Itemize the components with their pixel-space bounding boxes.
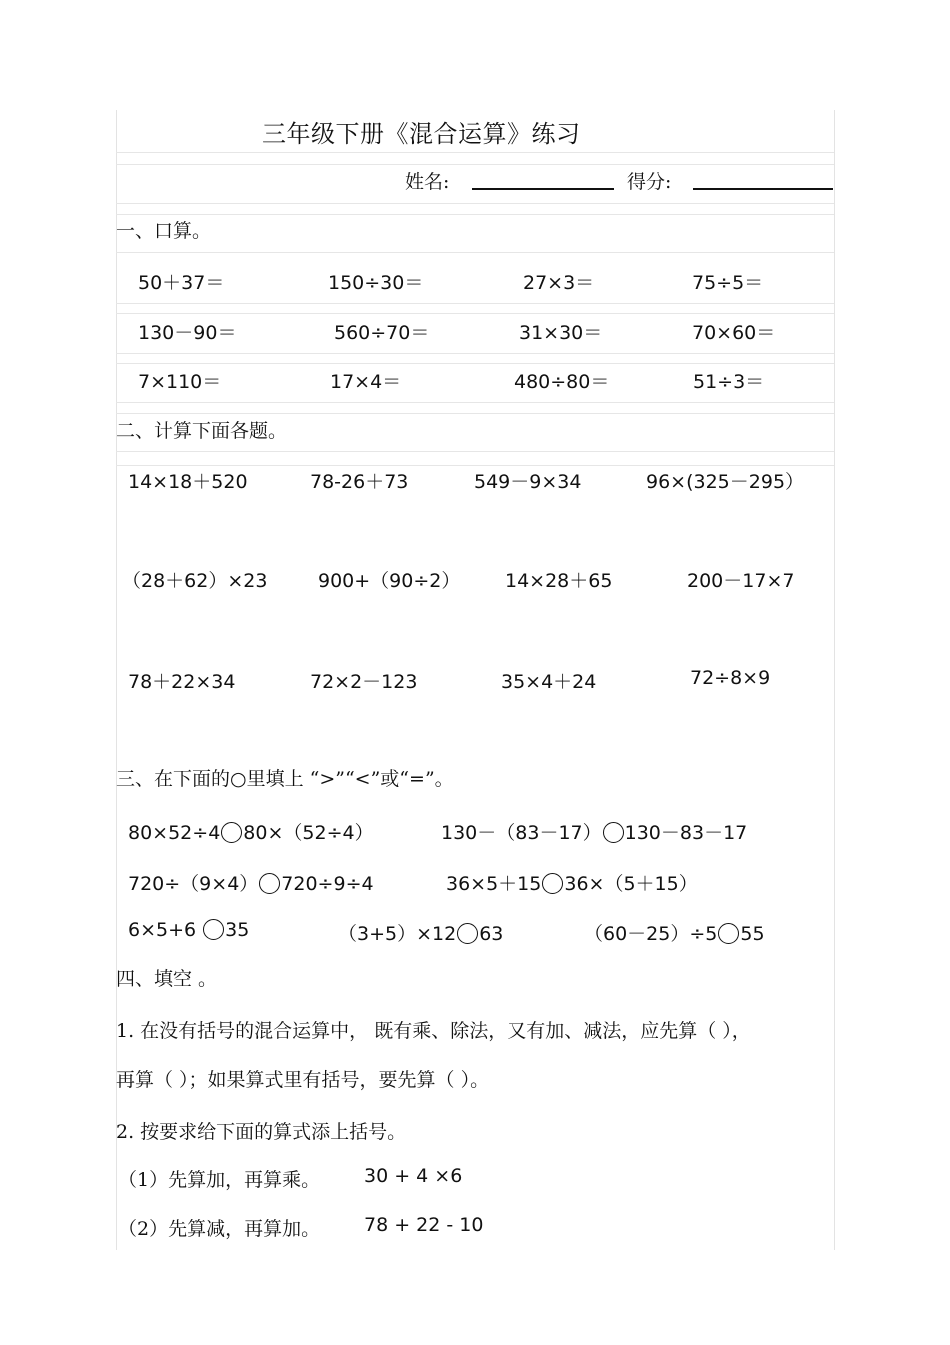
divider-line [116,203,834,204]
calc-exercise: 200－17×7 [687,570,795,592]
section-heading-oral: 一、口算。 [116,220,212,242]
divider-line [116,353,834,354]
compare-left: （3+5）×12 [338,923,457,945]
oral-exercise: 130－90＝ [138,322,237,344]
oral-exercise: 150÷30＝ [328,272,424,294]
compare-circle[interactable] [221,822,242,843]
divider-line [116,214,834,215]
oral-exercise: 50＋37＝ [138,272,225,294]
compare-right: 35 [225,919,250,941]
calc-exercise: 78-26＋73 [310,471,409,493]
name-blank-line[interactable] [472,188,614,190]
compare-circle[interactable] [259,873,280,894]
compare-right: 80×（52÷4） [243,822,374,844]
score-label: 得分: [627,171,672,193]
bracket-task-label: （1）先算加，再算乘。 [118,1169,321,1191]
compare-item [128,919,249,941]
oral-exercise: 560÷70＝ [334,322,430,344]
compare-item [128,818,374,845]
oral-exercise: 70×60＝ [692,322,776,344]
calc-exercise: 78＋22×34 [128,671,236,693]
divider-line [116,164,834,165]
oral-exercise: 51÷3＝ [693,371,765,393]
compare-right: 36×（5＋15） [564,873,698,895]
divider-line [116,303,834,304]
calc-exercise: 96×(325－295） [646,471,805,493]
divider-line [116,152,834,153]
compare-left: （60－25）÷5 [584,923,718,945]
section-heading-fill: 四、填空 。 [116,968,218,990]
compare-item [128,869,374,896]
divider-line [116,363,834,364]
divider-line [116,252,834,253]
divider-line [116,402,834,403]
compare-item [584,919,765,946]
fill-question-2: 2. 按要求给下面的算式添上括号。 [116,1121,407,1143]
compare-left: 6×5+6 [128,919,197,941]
divider-line [116,313,834,314]
fill-question-1-line-1: 1. 在没有括号的混合运算中， 既有乘、除法，又有加、减法，应先算（ ）， [116,1020,751,1042]
compare-circle[interactable] [457,923,478,944]
compare-left: 80×52÷4 [128,822,221,844]
oral-exercise: 17×4＝ [330,371,402,393]
divider-line [116,451,834,452]
compare-left: 36×5＋15 [446,873,542,895]
compare-circle[interactable] [603,822,624,843]
compare-right: 720÷9÷4 [281,873,374,895]
bracket-task-expression: 30 + 4 ×6 [364,1165,463,1187]
compare-right: 130－83－17 [624,822,748,844]
compare-item [441,818,747,845]
compare-circle[interactable] [718,923,739,944]
compare-item [338,919,503,946]
calc-exercise: 549－9×34 [474,471,582,493]
oral-exercise: 480÷80＝ [514,371,610,393]
calc-exercise: 35×4＋24 [501,671,597,693]
fill-question-1-line-2: 再算（ ）；如果算式里有括号，要先算（ ）。 [116,1069,490,1091]
score-blank-line[interactable] [693,188,833,190]
compare-left: 720÷（9×4） [128,873,259,895]
calc-exercise: 14×18＋520 [128,471,248,493]
calc-exercise: （28＋62）×23 [122,570,268,592]
bracket-task-label: （2）先算减，再算加。 [118,1218,321,1240]
compare-item [446,869,698,896]
section-heading-compare: 三、在下面的○里填上 “>”“<”或“=”。 [116,768,454,790]
divider-line [116,413,834,414]
divider-line [116,465,834,466]
compare-circle[interactable] [542,873,563,894]
calc-exercise: 72×2－123 [310,671,418,693]
calc-exercise: 14×28＋65 [505,570,613,592]
calc-exercise: 900+（90÷2） [318,570,461,592]
oral-exercise: 7×110＝ [138,371,222,393]
compare-right: 63 [479,923,504,945]
oral-exercise: 75÷5＝ [692,272,764,294]
compare-circle[interactable] [203,919,224,940]
compare-right: 55 [740,923,765,945]
calc-exercise: 72÷8×9 [690,667,771,689]
right-border-line [834,110,835,1250]
name-label: 姓名: [405,171,450,193]
compare-left: 130－（83－17） [441,822,602,844]
oral-exercise: 27×3＝ [523,272,595,294]
section-heading-calculate: 二、计算下面各题。 [116,420,288,442]
oral-exercise: 31×30＝ [519,322,603,344]
bracket-task-expression: 78 + 22 - 10 [364,1214,484,1236]
worksheet-title: 三年级下册《混合运算》练习 [262,120,581,148]
